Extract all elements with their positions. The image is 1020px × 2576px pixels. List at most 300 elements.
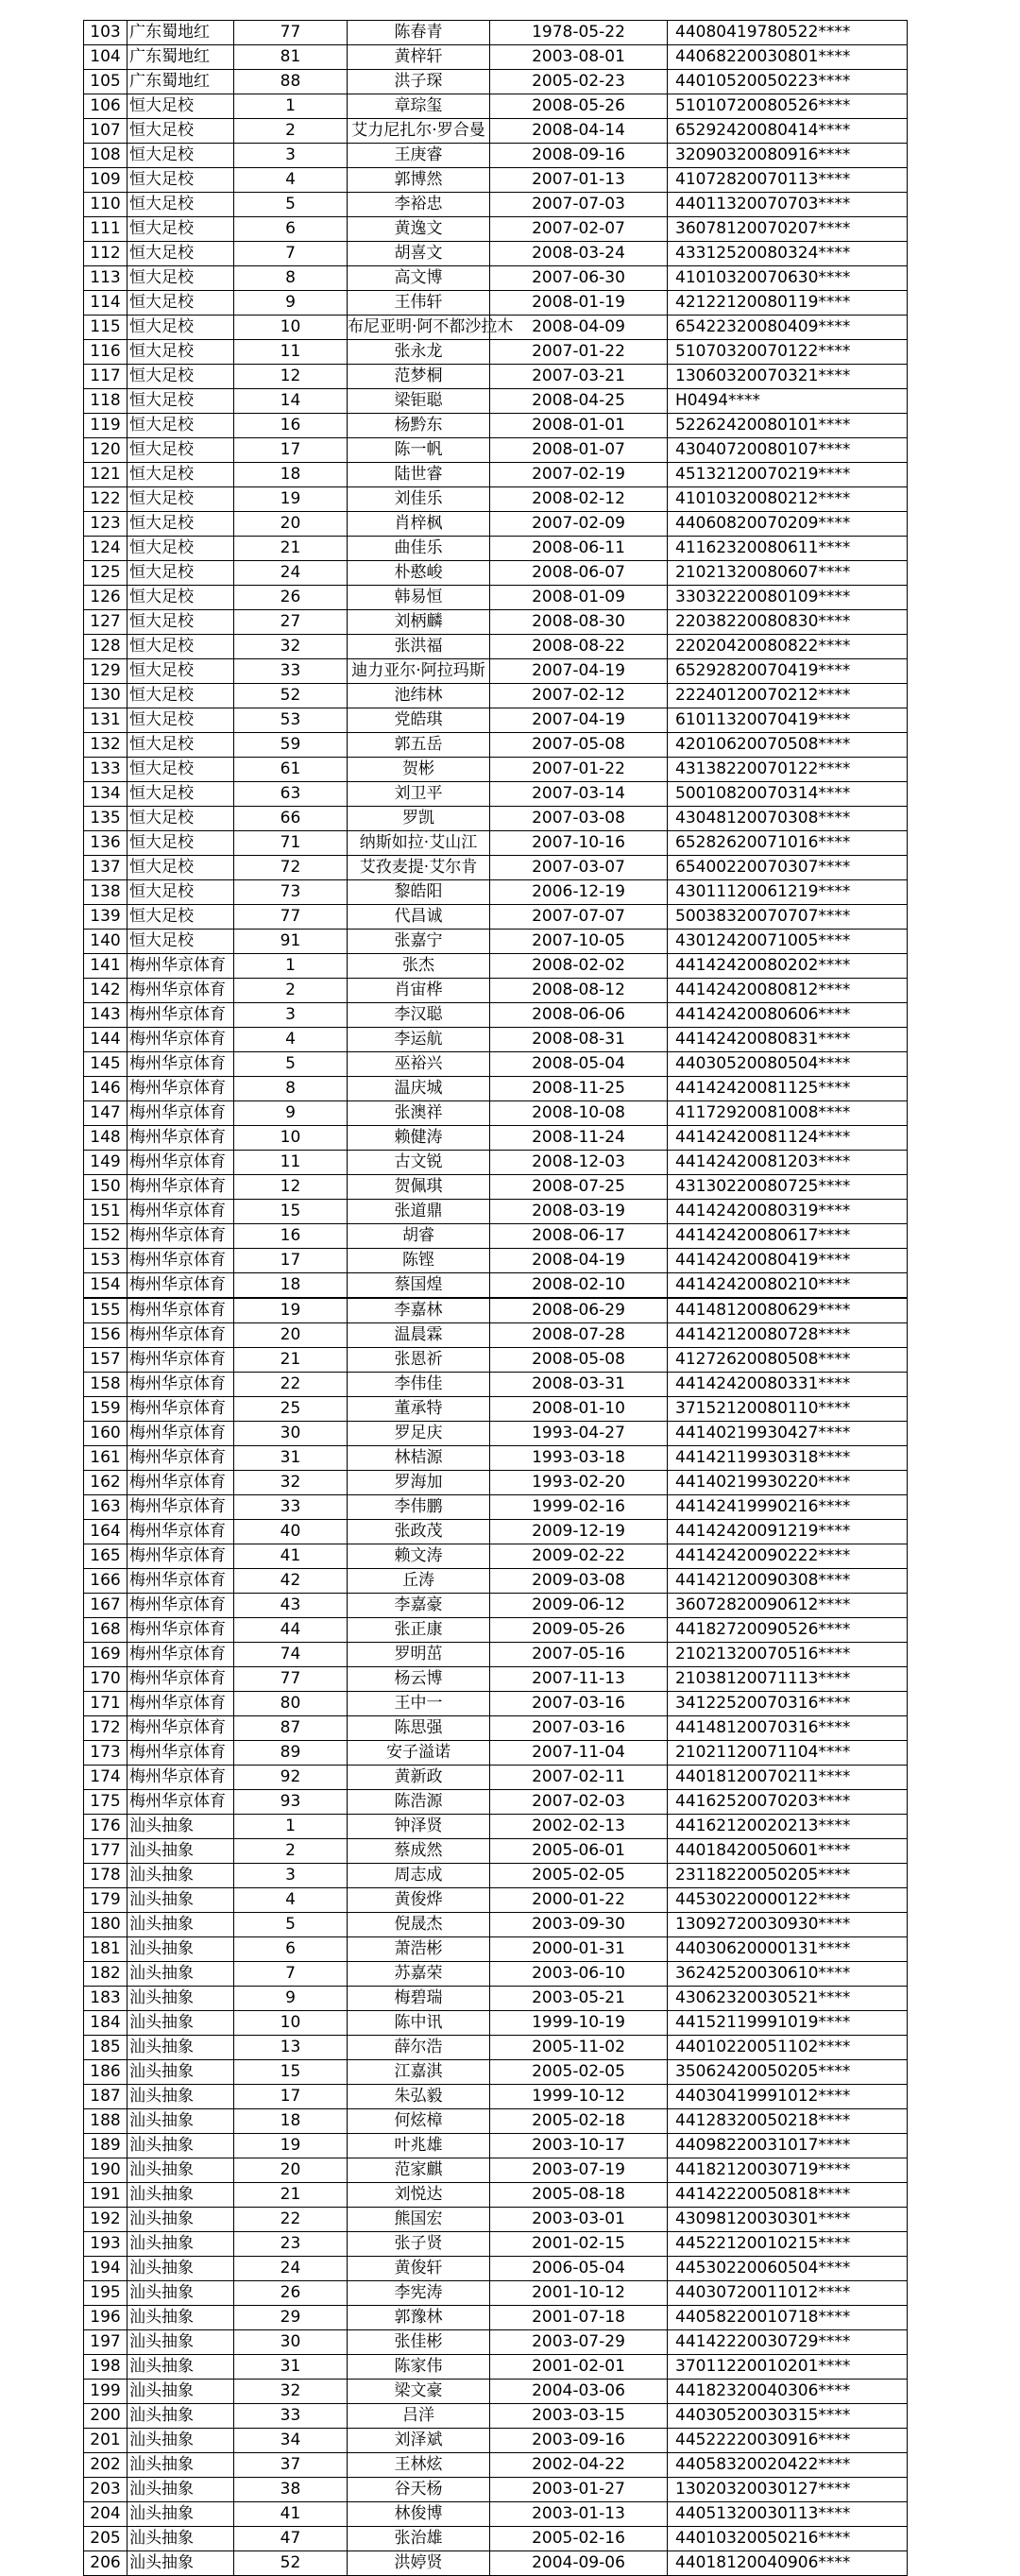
id-number-cell: 44530220060504**** [668,2257,908,2281]
player-name-cell: 刘佳乐 [348,487,490,512]
id-number-cell: 44148120080629**** [668,1299,908,1323]
id-number-cell: 44148120070316**** [668,1716,908,1741]
row-index-cell: 175 [84,1790,128,1815]
table-row [84,45,908,70]
id-number-cell: 44142420080606**** [668,1003,908,1028]
jersey-number-cell: 9 [234,291,348,316]
table-row [84,586,908,610]
row-index-cell: 125 [84,561,128,586]
birth-date-cell: 2008-12-03 [490,1151,668,1175]
player-name-cell: 郭五岳 [348,733,490,758]
row-index-cell: 143 [84,1003,128,1028]
id-number-cell: 41010320070630**** [668,266,908,291]
row-index-cell: 176 [84,1815,128,1839]
row-index-cell: 192 [84,2208,128,2232]
birth-date-cell: 2007-05-08 [490,733,668,758]
birth-date-cell: 2006-12-19 [490,880,668,905]
team-cell: 汕头抽象 [128,2551,234,2576]
jersey-number-cell: 42 [234,1569,348,1594]
jersey-number-cell: 3 [234,1864,348,1888]
team-cell: 汕头抽象 [128,2257,234,2281]
row-index-cell: 107 [84,119,128,144]
id-number-cell: 44142420081124**** [668,1126,908,1151]
id-number-cell: 41272620080508**** [668,1348,908,1373]
table-row [84,1618,908,1643]
id-number-cell: 45132120070219**** [668,463,908,487]
id-number-cell: 22240120070212**** [668,684,908,708]
id-number-cell: H0494**** [668,389,908,414]
birth-date-cell: 2007-02-19 [490,463,668,487]
jersey-number-cell: 33 [234,1495,348,1520]
row-index-cell: 190 [84,2158,128,2183]
id-number-cell: 42010620070508**** [668,733,908,758]
row-index-cell: 169 [84,1643,128,1667]
table-row [84,1766,908,1790]
table-row [84,70,908,94]
birth-date-cell: 2003-03-01 [490,2208,668,2232]
row-index-cell: 199 [84,2380,128,2404]
id-number-cell: 51010720080526**** [668,94,908,119]
id-number-cell: 23118220050205**** [668,1864,908,1888]
team-cell: 汕头抽象 [128,1839,234,1864]
team-cell: 梅州华京体育 [128,1618,234,1643]
player-name-cell: 李裕忠 [348,193,490,217]
id-number-cell: 41162320080611**** [668,537,908,561]
birth-date-cell: 2007-03-14 [490,782,668,807]
jersey-number-cell: 5 [234,193,348,217]
table-row [84,2257,908,2281]
table-row [84,537,908,561]
birth-date-cell: 2000-01-31 [490,1937,668,1962]
jersey-number-cell: 32 [234,1471,348,1495]
id-number-cell: 44142119930318**** [668,1446,908,1471]
id-number-cell: 37152120080110**** [668,1397,908,1422]
jersey-number-cell: 14 [234,389,348,414]
team-cell: 恒大足校 [128,168,234,193]
id-number-cell: 44142420080812**** [668,979,908,1003]
jersey-number-cell: 30 [234,2330,348,2355]
birth-date-cell: 2003-06-10 [490,1962,668,1987]
player-name-cell: 黄俊轩 [348,2257,490,2281]
table-row [84,1101,908,1126]
player-name-cell: 艾力尼扎尔·罗合曼 [348,119,490,144]
table-row [84,807,908,831]
id-number-cell: 65400220070307**** [668,856,908,880]
id-number-cell: 44060820070209**** [668,512,908,537]
player-name-cell: 刘泽斌 [348,2429,490,2453]
table-row [84,2380,908,2404]
row-index-cell: 178 [84,1864,128,1888]
birth-date-cell: 2004-09-06 [490,2551,668,2576]
id-number-cell: 13060320070321**** [668,365,908,389]
player-name-cell: 朱弘毅 [348,2085,490,2109]
player-name-cell: 林桔源 [348,1446,490,1471]
id-number-cell: 44128320050218**** [668,2109,908,2134]
birth-date-cell: 2003-09-16 [490,2429,668,2453]
table-row [84,561,908,586]
table-row [84,954,908,979]
jersey-number-cell: 19 [234,487,348,512]
jersey-number-cell: 43 [234,1594,348,1618]
player-name-cell: 陈思强 [348,1716,490,1741]
team-cell: 汕头抽象 [128,2183,234,2208]
id-number-cell: 44142420080319**** [668,1200,908,1224]
id-number-cell: 44142420081203**** [668,1151,908,1175]
row-index-cell: 205 [84,2527,128,2551]
row-index-cell: 200 [84,2404,128,2429]
birth-date-cell: 2000-01-22 [490,1888,668,1913]
jersey-number-cell: 1 [234,94,348,119]
table-row [84,1373,908,1397]
roster-table-bottom [83,1298,908,2576]
team-cell: 梅州华京体育 [128,1052,234,1077]
id-number-cell: 44142420080419**** [668,1249,908,1273]
jersey-number-cell: 72 [234,856,348,880]
table-row [84,119,908,144]
jersey-number-cell: 13 [234,2036,348,2060]
row-index-cell: 166 [84,1569,128,1594]
table-row [84,979,908,1003]
id-number-cell: 41072820070113**** [668,168,908,193]
player-name-cell: 刘卫平 [348,782,490,807]
player-name-cell: 叶兆雄 [348,2134,490,2158]
table-row [84,1175,908,1200]
table-row [84,340,908,365]
birth-date-cell: 2005-02-05 [490,1864,668,1888]
birth-date-cell: 2008-05-08 [490,1348,668,1373]
player-name-cell: 范家麒 [348,2158,490,2183]
team-cell: 汕头抽象 [128,1987,234,2011]
id-number-cell: 43040720080107**** [668,438,908,463]
player-name-cell: 贺彬 [348,758,490,782]
jersey-number-cell: 31 [234,1446,348,1471]
birth-date-cell: 2005-06-01 [490,1839,668,1864]
jersey-number-cell: 15 [234,1200,348,1224]
id-number-cell: 44142120090308**** [668,1569,908,1594]
birth-date-cell: 2009-02-22 [490,1544,668,1569]
team-cell: 汕头抽象 [128,2060,234,2085]
birth-date-cell: 2007-01-22 [490,340,668,365]
jersey-number-cell: 41 [234,2502,348,2527]
id-number-cell: 43011120061219**** [668,880,908,905]
row-index-cell: 130 [84,684,128,708]
table-row [84,1716,908,1741]
player-name-cell: 李汉聪 [348,1003,490,1028]
player-name-cell: 布尼亚明·阿不都沙拉木 [348,316,490,340]
team-cell: 恒大足校 [128,144,234,168]
team-cell: 恒大足校 [128,217,234,242]
row-index-cell: 195 [84,2281,128,2306]
row-index-cell: 122 [84,487,128,512]
player-name-cell: 萧浩彬 [348,1937,490,1962]
row-index-cell: 163 [84,1495,128,1520]
jersey-number-cell: 10 [234,1126,348,1151]
team-cell: 恒大足校 [128,291,234,316]
table-row [84,193,908,217]
id-number-cell: 41010320080212**** [668,487,908,512]
id-number-cell: 44142420080831**** [668,1028,908,1052]
table-row [84,2306,908,2330]
jersey-number-cell: 41 [234,1544,348,1569]
table-row [84,1151,908,1175]
team-cell: 梅州华京体育 [128,954,234,979]
row-index-cell: 137 [84,856,128,880]
jersey-number-cell: 89 [234,1741,348,1766]
team-cell: 汕头抽象 [128,2478,234,2502]
table-row [84,291,908,316]
id-number-cell: 44142420080617**** [668,1224,908,1249]
team-cell: 梅州华京体育 [128,1495,234,1520]
team-cell: 梅州华京体育 [128,1544,234,1569]
birth-date-cell: 2007-01-13 [490,168,668,193]
birth-date-cell: 2007-05-16 [490,1643,668,1667]
id-number-cell: 44098220031017**** [668,2134,908,2158]
id-number-cell: 13092720030930**** [668,1913,908,1937]
team-cell: 梅州华京体育 [128,1397,234,1422]
table-row [84,2281,908,2306]
row-index-cell: 194 [84,2257,128,2281]
id-number-cell: 21021120071104**** [668,1741,908,1766]
birth-date-cell: 2008-04-25 [490,389,668,414]
row-index-cell: 152 [84,1224,128,1249]
birth-date-cell: 2007-03-16 [490,1692,668,1716]
row-index-cell: 139 [84,905,128,930]
id-number-cell: 65422320080409**** [668,316,908,340]
team-cell: 恒大足校 [128,340,234,365]
team-cell: 梅州华京体育 [128,1692,234,1716]
table-row [84,242,908,266]
row-index-cell: 168 [84,1618,128,1643]
team-cell: 恒大足校 [128,831,234,856]
table-row [84,2036,908,2060]
player-name-cell: 罗明茁 [348,1643,490,1667]
team-cell: 恒大足校 [128,389,234,414]
row-index-cell: 140 [84,930,128,954]
birth-date-cell: 2004-03-06 [490,2380,668,2404]
player-name-cell: 梅碧瑞 [348,1987,490,2011]
jersey-number-cell: 20 [234,512,348,537]
birth-date-cell: 2003-07-19 [490,2158,668,2183]
table-row [84,1077,908,1101]
player-name-cell: 高文博 [348,266,490,291]
team-cell: 梅州华京体育 [128,1471,234,1495]
roster-table-top [83,20,908,1298]
player-name-cell: 张澳祥 [348,1101,490,1126]
player-name-cell: 黎皓阳 [348,880,490,905]
row-index-cell: 127 [84,610,128,635]
id-number-cell: 44051320030113**** [668,2502,908,2527]
team-cell: 汕头抽象 [128,2306,234,2330]
jersey-number-cell: 1 [234,954,348,979]
birth-date-cell: 2007-02-12 [490,684,668,708]
player-name-cell: 张嘉宁 [348,930,490,954]
table-row [84,1397,908,1422]
player-name-cell: 贺佩琪 [348,1175,490,1200]
jersey-number-cell: 26 [234,2281,348,2306]
team-cell: 梅州华京体育 [128,1446,234,1471]
table-row [84,1224,908,1249]
id-number-cell: 44030620000131**** [668,1937,908,1962]
row-index-cell: 203 [84,2478,128,2502]
table-row [84,1003,908,1028]
row-index-cell: 189 [84,2134,128,2158]
birth-date-cell: 2008-08-30 [490,610,668,635]
team-cell: 汕头抽象 [128,1962,234,1987]
row-index-cell: 198 [84,2355,128,2380]
team-cell: 广东蜀地红 [128,70,234,94]
table-row [84,1888,908,1913]
birth-date-cell: 2008-02-10 [490,1273,668,1298]
team-cell: 汕头抽象 [128,2502,234,2527]
player-name-cell: 张佳彬 [348,2330,490,2355]
team-cell: 恒大足校 [128,758,234,782]
player-name-cell: 郭博然 [348,168,490,193]
player-name-cell: 赖文涛 [348,1544,490,1569]
row-index-cell: 157 [84,1348,128,1373]
birth-date-cell: 2003-08-01 [490,45,668,70]
id-number-cell: 51070320070122**** [668,340,908,365]
player-name-cell: 王伟轩 [348,291,490,316]
id-number-cell: 43312520080324**** [668,242,908,266]
row-index-cell: 133 [84,758,128,782]
row-index-cell: 144 [84,1028,128,1052]
player-name-cell: 池纬林 [348,684,490,708]
table-row [84,831,908,856]
player-name-cell: 赖健涛 [348,1126,490,1151]
birth-date-cell: 1999-10-12 [490,2085,668,2109]
jersey-number-cell: 29 [234,2306,348,2330]
player-name-cell: 陈春青 [348,21,490,45]
jersey-number-cell: 32 [234,2380,348,2404]
birth-date-cell: 2008-01-09 [490,586,668,610]
id-number-cell: 44522220030916**** [668,2429,908,2453]
team-cell: 汕头抽象 [128,2134,234,2158]
id-number-cell: 44010320050216**** [668,2527,908,2551]
id-number-cell: 50038320070707**** [668,905,908,930]
birth-date-cell: 2002-04-22 [490,2453,668,2478]
jersey-number-cell: 61 [234,758,348,782]
id-number-cell: 44142120080728**** [668,1323,908,1348]
table-row [84,684,908,708]
player-name-cell: 黄新政 [348,1766,490,1790]
player-name-cell: 张政茂 [348,1520,490,1544]
birth-date-cell: 2008-02-02 [490,954,668,979]
jersey-number-cell: 4 [234,1888,348,1913]
row-index-cell: 182 [84,1962,128,1987]
birth-date-cell: 2009-06-12 [490,1594,668,1618]
jersey-number-cell: 63 [234,782,348,807]
birth-date-cell: 2008-01-19 [490,291,668,316]
team-cell: 汕头抽象 [128,2281,234,2306]
jersey-number-cell: 9 [234,1101,348,1126]
team-cell: 汕头抽象 [128,2085,234,2109]
id-number-cell: 43048120070308**** [668,807,908,831]
birth-date-cell: 2007-04-19 [490,659,668,684]
birth-date-cell: 2007-04-19 [490,708,668,733]
id-number-cell: 44530220000122**** [668,1888,908,1913]
player-name-cell: 黄逸文 [348,217,490,242]
table-row [84,2060,908,2085]
table-row [84,1495,908,1520]
player-name-cell: 巫裕兴 [348,1052,490,1077]
table-row [84,2478,908,2502]
row-index-cell: 141 [84,954,128,979]
row-index-cell: 188 [84,2109,128,2134]
birth-date-cell: 2005-02-16 [490,2527,668,2551]
player-name-cell: 何炫樟 [348,2109,490,2134]
player-name-cell: 王庚睿 [348,144,490,168]
jersey-number-cell: 10 [234,2011,348,2036]
table-row [84,2208,908,2232]
jersey-number-cell: 71 [234,831,348,856]
birth-date-cell: 2008-04-19 [490,1249,668,1273]
jersey-number-cell: 2 [234,979,348,1003]
player-name-cell: 张道鼎 [348,1200,490,1224]
birth-date-cell: 2007-02-09 [490,512,668,537]
birth-date-cell: 2003-07-29 [490,2330,668,2355]
row-index-cell: 201 [84,2429,128,2453]
row-index-cell: 191 [84,2183,128,2208]
player-name-cell: 韩易恒 [348,586,490,610]
team-cell: 恒大足校 [128,266,234,291]
team-cell: 汕头抽象 [128,1913,234,1937]
player-name-cell: 张永龙 [348,340,490,365]
id-number-cell: 44142420080331**** [668,1373,908,1397]
jersey-number-cell: 20 [234,1323,348,1348]
team-cell: 梅州华京体育 [128,1299,234,1323]
player-name-cell: 古文锐 [348,1151,490,1175]
team-cell: 汕头抽象 [128,2036,234,2060]
table-row [84,1446,908,1471]
jersey-number-cell: 31 [234,2355,348,2380]
birth-date-cell: 2009-05-26 [490,1618,668,1643]
table-row [84,782,908,807]
id-number-cell: 44030419991012**** [668,2085,908,2109]
player-name-cell: 倪晟杰 [348,1913,490,1937]
birth-date-cell: 2005-08-18 [490,2183,668,2208]
player-name-cell: 吕洋 [348,2404,490,2429]
player-name-cell: 陈浩源 [348,1790,490,1815]
table-row [84,1643,908,1667]
birth-date-cell: 2008-06-11 [490,537,668,561]
table-row [84,880,908,905]
player-name-cell: 刘柄麟 [348,610,490,635]
row-index-cell: 108 [84,144,128,168]
table-row [84,365,908,389]
birth-date-cell: 2007-07-03 [490,193,668,217]
row-index-cell: 171 [84,1692,128,1716]
player-name-cell: 陈中讯 [348,2011,490,2036]
team-cell: 梅州华京体育 [128,1766,234,1790]
id-number-cell: 44080419780522**** [668,21,908,45]
table-row [84,2355,908,2380]
row-index-cell: 132 [84,733,128,758]
row-index-cell: 115 [84,316,128,340]
table-row [84,2085,908,2109]
birth-date-cell: 2008-08-22 [490,635,668,659]
table-row [84,1273,908,1298]
id-number-cell: 33032220080109**** [668,586,908,610]
row-index-cell: 161 [84,1446,128,1471]
id-number-cell: 21021320080607**** [668,561,908,586]
player-name-cell: 肖梓枫 [348,512,490,537]
id-number-cell: 32090320080916**** [668,144,908,168]
jersey-number-cell: 5 [234,1913,348,1937]
id-number-cell: 44140219930220**** [668,1471,908,1495]
team-cell: 恒大足校 [128,94,234,119]
row-index-cell: 131 [84,708,128,733]
player-name-cell: 杨云博 [348,1667,490,1692]
